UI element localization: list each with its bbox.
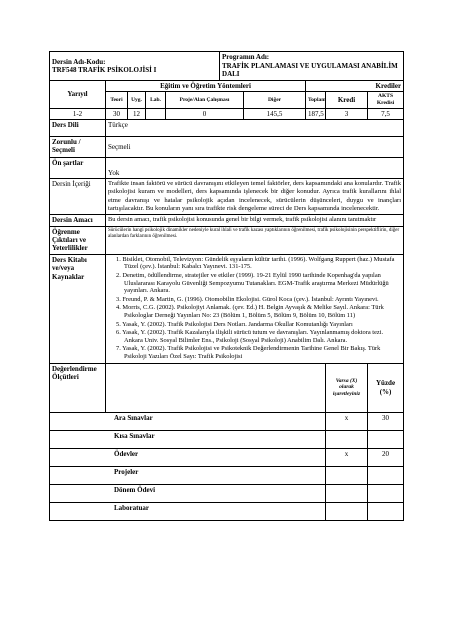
outcomes-label: Öğrenme Çıktıları ve Yeterlilikler: [50, 226, 106, 254]
assessment-percent: [368, 466, 404, 484]
required-label: Zorunlu / Seçmeli: [50, 137, 106, 158]
header-row: [50, 52, 404, 81]
program-name-value: TRAFİK PLANLAMASI VE UYGULAMASI ANABİLİM DALI: [222, 61, 398, 79]
col-diger: Diğer: [244, 92, 306, 108]
val-proje: 0: [166, 108, 244, 119]
assessment-percent: 20: [368, 448, 404, 466]
val-teori: 30: [106, 108, 128, 119]
assessment-header-row: [50, 363, 404, 412]
assessment-row: [50, 466, 404, 484]
assessment-row: [50, 448, 404, 466]
assessment-label: Değerlendirme Ölçütleri: [50, 363, 106, 412]
assessment-name: Ara Sınavlar: [50, 412, 326, 430]
hours-values-row: [50, 108, 404, 119]
books-list-cell: [106, 254, 404, 363]
val-yariyil: 1-2: [50, 108, 106, 119]
assessment-name: Kısa Sınavlar: [50, 430, 326, 448]
reference-item: 5. Yasak, Y. (2002). Trafik Psikolojisi Ders Notları. Jandarma Okullar Komutanlığı Yayınları: [116, 320, 353, 328]
col-uyg: Uyg.: [128, 92, 146, 108]
course-name-label: Dersin Adı-Kodu:: [52, 57, 106, 66]
assessment-row: [50, 502, 404, 520]
col-toplam: Toplam: [306, 92, 326, 108]
assessment-spacer: [106, 363, 326, 412]
assessment-row: [50, 412, 404, 430]
content-label: Dersin İçeriği: [50, 179, 106, 215]
reference-item: 2. Denetim, ödüllendirme, stratejiler ve etkiler (1999). 19-21 Eylül 1990 tarihinde Kopenhag'da yapılan Uluslararası Karayolu Güvenliği Sempozyumu Tutanakları. EGM-Trafik araştırma Merkezi Müdürlüğü yayınları. Ankara.: [116, 272, 389, 295]
course-name-cell: [50, 52, 220, 81]
col-akts: AKTS Kredisi: [368, 92, 404, 108]
course-name-value: TRF548 TRAFİK PSİKOLOJİSİ I: [52, 66, 157, 74]
percent-header: Yüzde (%): [368, 363, 404, 412]
required-row: [50, 137, 404, 158]
assessment-percent: [368, 430, 404, 448]
reference-item: 4. Morris, C.G. (2002). Psikolojiyi Anlamak. (çev. Ed.) H. Belgin Ayvaşık & Melike Sayıl. Ankara: Türk Psikologlar Derneği Yayınları No: 23 (Bölüm 1, Bölüm 5, Bölüm 9, Bölüm 10, Bölüm 11): [116, 304, 384, 319]
assessment-name: Dönem Ödevi: [50, 484, 326, 502]
credits-group-title: Krediler: [306, 81, 404, 92]
reference-item: 3. Freund, P. & Martin, G. (1996). Otomobilin Ekolojisi. Gürol Koca (çev.). İstanbul: Ayrıntı Yayınevi.: [116, 295, 379, 303]
yariyil-label: Yarıyıl: [50, 81, 106, 109]
outcomes-row: [50, 226, 404, 254]
content-value: Trafikte insan faktörü ve sürücü davranışını etkileyen temel faktörler, ders kapsamındaki ana konulardır. Trafik psikolojisi kuram ve modelleri, ders kapsamında işlenecek bir diğer konudur. Ayrıca trafik kurallarını ihlal etme davranışı ve hatalar psikolojik açıdan incelenecek, sürücülerin düşünceleri, duygu ve inançları tartışılacaktır. Bu konuların yanı sıra trafikte risk dengeleme süreci de Ders kapsamında incelenecektir.: [106, 179, 404, 215]
val-diger: 145,5: [244, 108, 306, 119]
col-kredi: Kredi: [326, 92, 368, 108]
outcomes-value: Sürücülerin hangi psikolojik dinamikler nedeniyle kural ihlali ve trafik kazası yaptıklarının öğrenilmesi, trafik psikolojisinin perspektiflirin, diğer alanlardan farklarının öğrenilmesi.: [106, 226, 404, 254]
reference-item: 6. Yasak, Y. (2002). Trafik Kazalarıyla ilişkili sürücü tutum ve davranışları. Yayınlanmamış doktora tezi. Ankara Univ. Sosyal Bilimler Ens., Psikoloji (Sosyal Psikoloji) Anabilim Dalı. Ankara.: [116, 329, 384, 344]
books-label: Ders Kitabı ve/veya Kaynaklar: [50, 254, 106, 363]
val-akts: 7,5: [368, 108, 404, 119]
language-label: Ders Dili: [50, 120, 106, 137]
program-name-cell: [220, 52, 404, 81]
language-value: Türkçe: [106, 120, 404, 137]
assessment-row: [50, 430, 404, 448]
prereq-value: Yok: [106, 158, 404, 179]
assessment-mark: [326, 502, 368, 520]
val-lab: [146, 108, 166, 119]
language-row: [50, 120, 404, 137]
col-lab: Lab.: [146, 92, 166, 108]
assessment-percent: [368, 502, 404, 520]
mark-header: Varsa (X) olarak işaretleyiniz: [326, 363, 368, 412]
program-name-label: Programın Adı:: [222, 53, 270, 62]
val-uyg: 12: [128, 108, 146, 119]
assessment-mark: x: [326, 448, 368, 466]
books-row: [50, 254, 404, 363]
content-row: [50, 179, 404, 215]
assessment-mark: x: [326, 412, 368, 430]
methods-group-title: Eğitim ve Öğretim Yöntemleri: [106, 81, 306, 92]
col-teori: Teori: [106, 92, 128, 108]
assessment-mark: [326, 484, 368, 502]
course-info-table: [49, 51, 404, 521]
assessment-percent: [368, 484, 404, 502]
aim-row: [50, 215, 404, 226]
reference-list: [108, 256, 401, 361]
col-proje: Proje/Alan Çalışması: [166, 92, 244, 108]
val-kredi: 3: [326, 108, 368, 119]
reference-item: 7. Yasak, Y. (2002). Trafik Psikolojisi ve Psikoteknik Değerlendirmenin Tarihine Genel Bir Bakış. Türk Psikoloji Yazıları Özel Sayı: Trafik Psikolojisi: [116, 345, 381, 360]
aim-value: Bu dersin amacı, trafik psikolojisi konusunda genel bir bilgi vermek, trafik psikolojisi alanını tanıtmaktır: [106, 215, 404, 226]
aim-label: Dersin Amacı: [50, 215, 106, 226]
val-toplam: 187,5: [306, 108, 326, 119]
reference-item: 1. Bisiklet, Otomobil, Televizyon: Gündelik eşyaların kültür tarihi. (1996). Wolfgang Ruppert (haz.) Mustafa Tüzel (çev.). İstanbul: Kabalcı Yayınevi. 131-175.: [116, 255, 395, 271]
assessment-name: Laboratuar: [50, 502, 326, 520]
assessment-mark: [326, 430, 368, 448]
hours-group-row: [50, 81, 404, 92]
assessment-name: Projeler: [50, 466, 326, 484]
assessment-row: [50, 484, 404, 502]
required-value: Seçmeli: [106, 137, 404, 158]
assessment-mark: [326, 466, 368, 484]
assessment-name: Ödevler: [50, 448, 326, 466]
assessment-percent: 30: [368, 412, 404, 430]
prereq-label: Ön şartlar: [50, 158, 106, 179]
prereq-row: [50, 158, 404, 179]
